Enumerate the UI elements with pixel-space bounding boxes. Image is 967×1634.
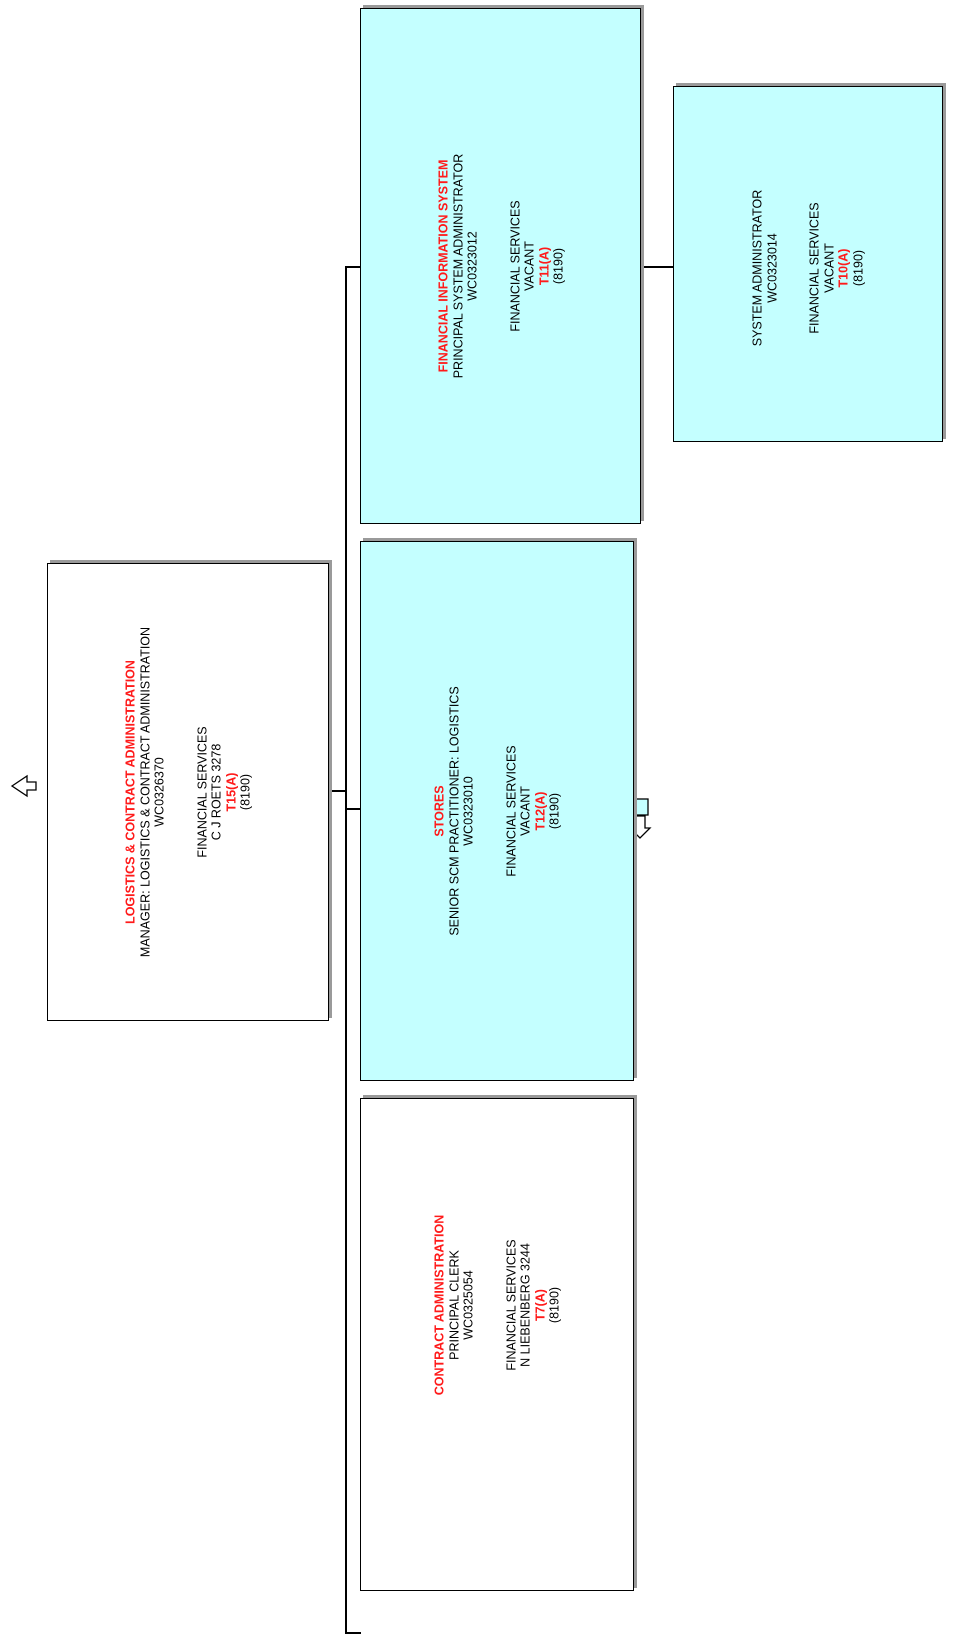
grade: T12(A) xyxy=(532,791,547,831)
grade: T10(A) xyxy=(836,248,851,287)
department: FINANCIAL SERVICES xyxy=(507,200,522,332)
sysadmin-text xyxy=(751,189,866,346)
manager-box[interactable] xyxy=(47,563,329,1021)
stores-box[interactable] xyxy=(360,541,634,1081)
grade: T15(A) xyxy=(223,772,238,812)
stores-text xyxy=(432,686,562,935)
unit-title: LOGISTICS & CONTRACT ADMINISTRATION xyxy=(123,660,138,924)
connector-contract xyxy=(345,1632,361,1634)
grade: T11(A) xyxy=(536,246,551,286)
grade: T7(A) xyxy=(532,1289,547,1322)
post-number: (8190) xyxy=(851,249,865,286)
unit-title: FINANCIAL INFORMATION SYSTEM xyxy=(435,159,450,373)
post-number: (8190) xyxy=(238,773,253,811)
sysadmin-box[interactable] xyxy=(673,86,943,442)
occupant: VACANT xyxy=(518,786,533,836)
occupant: N LIEBENBERG 3244 xyxy=(518,1243,533,1368)
post-title: SENIOR SCM PRACTITIONER: LOGISTICS xyxy=(446,686,461,936)
post-number: (8190) xyxy=(550,247,565,285)
up-arrow-icon[interactable] xyxy=(12,776,36,796)
post-number: (8190) xyxy=(547,792,562,830)
unit-title: CONTRACT ADMINISTRATION xyxy=(432,1214,447,1396)
post-code: WC0323010 xyxy=(461,776,476,846)
unit-title: STORES xyxy=(432,785,447,837)
department: FINANCIAL SERVICES xyxy=(807,201,822,334)
post-title: PRINCIPAL CLERK xyxy=(446,1250,461,1361)
contract-box[interactable] xyxy=(360,1098,634,1591)
post-code: WC0325054 xyxy=(461,1270,476,1340)
contract-text xyxy=(432,1215,562,1396)
department: FINANCIAL SERVICES xyxy=(503,1239,518,1371)
fis-text xyxy=(436,154,566,379)
post-title: MANAGER: LOGISTICS & CONTRACT ADMINISTRATION xyxy=(137,626,152,958)
post-title: PRINCIPAL SYSTEM ADMINISTRATOR xyxy=(450,153,465,379)
post-code: WC0323014 xyxy=(765,232,779,303)
manager-text xyxy=(123,627,253,957)
post-code: WC0323012 xyxy=(464,231,479,301)
post-number: (8190) xyxy=(547,1287,562,1324)
post-code: WC0326370 xyxy=(152,757,167,827)
occupant: VACANT xyxy=(822,242,836,293)
fis-box[interactable] xyxy=(360,8,641,524)
post-title: SYSTEM ADMINISTRATOR xyxy=(750,189,765,346)
occupant: C J ROETS 3278 xyxy=(209,743,224,841)
department: FINANCIAL SERVICES xyxy=(194,726,209,858)
occupant: VACANT xyxy=(521,241,536,291)
department: FINANCIAL SERVICES xyxy=(503,745,518,877)
